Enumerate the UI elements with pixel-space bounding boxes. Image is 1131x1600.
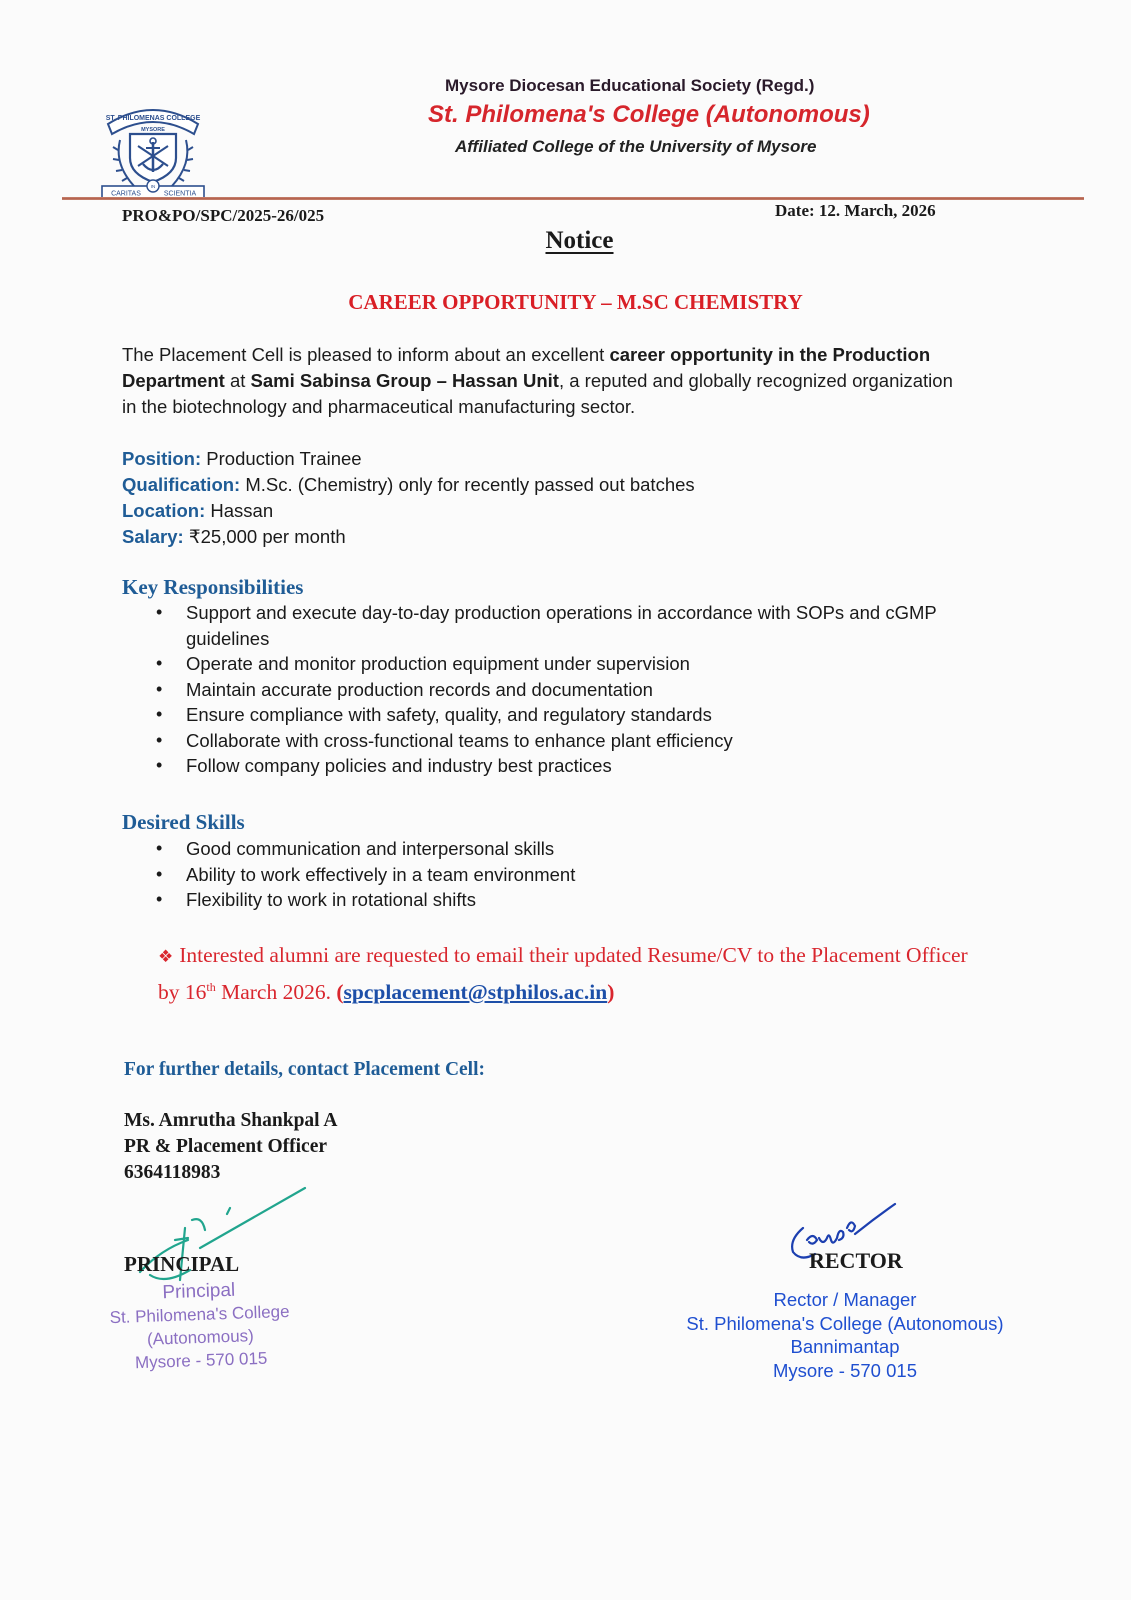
stamp-line: Mysore - 570 015 [134, 1348, 268, 1373]
field-label: Salary: [122, 526, 184, 547]
affiliation-line: Affiliated College of the University of Mysore [455, 137, 817, 156]
list-item: • Ensure compliance with safety, quality, and regulatory standards [186, 702, 1006, 728]
reference-number: PRO&PO/SPC/2025-26/025 [122, 206, 325, 225]
skills-list [150, 836, 1006, 913]
college-name: St. Philomena's College (Autonomous) [428, 101, 870, 128]
crest-motto-left: CARITAS [111, 190, 141, 198]
intro-paragraph [122, 342, 972, 420]
cta-text-2: March 2026. [215, 980, 337, 1005]
list-item: • Maintain accurate production records and documentation [186, 677, 1006, 703]
rector-title: RECTOR [809, 1248, 903, 1273]
intro-highlight-2: Sami Sabinsa Group – Hassan Unit [250, 370, 559, 391]
field-value: M.Sc. (Chemistry) only for recently passed out batches [240, 474, 695, 495]
college-crest-icon [100, 100, 206, 200]
contact-heading: For further details, contact Placement Cell: [124, 1059, 486, 1080]
intro-text-2: at [224, 370, 251, 391]
header-divider [62, 197, 1084, 200]
contact-phone: 6364118983 [124, 1162, 221, 1183]
cta-text: Interested alumni are requested to email their updated Resume/CV to the Placement Officer by 16 [158, 943, 968, 1005]
list-item: • Good communication and interpersonal skills [186, 836, 1006, 862]
list-item: • Operate and monitor production equipment under supervision [186, 651, 1006, 677]
field-salary [122, 524, 695, 550]
page-title: Notice [545, 227, 614, 254]
intro-highlight-1: career opportunity in the Production Department [122, 344, 931, 391]
crest-top-text: ST. PHILOMENAS COLLEGE [105, 115, 201, 122]
field-label: Qualification: [122, 474, 241, 495]
crest-motto-center: IN [150, 184, 156, 189]
principal-stamp [53, 1275, 346, 1377]
intro-text-3: , a reputed and globally recognized organization in the biotechnology and pharmaceutical manufacturing sector. [122, 370, 953, 417]
skills-heading: Desired Skills [122, 810, 245, 834]
field-value: Production Trainee [201, 448, 362, 469]
notice-date: Date: 12. March, 2026 [775, 201, 936, 220]
contact-role: PR & Placement Officer [124, 1136, 328, 1157]
paren-open: ( [336, 980, 344, 1005]
paren-close: ) [607, 980, 615, 1005]
list-item: • Ability to work effectively in a team environment [186, 862, 1006, 888]
list-item: • Flexibility to work in rotational shifts [186, 887, 1006, 913]
cta-superscript: th [206, 980, 216, 994]
field-position [122, 446, 695, 472]
responsibilities-heading: Key Responsibilities [122, 575, 304, 599]
rector-stamp [680, 1288, 1010, 1382]
stamp-line: Mysore - 570 015 [773, 1359, 917, 1381]
field-location [122, 498, 695, 524]
list-item: • Support and execute day-to-day production operations in accordance with SOPs and cGMP guidelines [186, 600, 1006, 651]
intro-text-1: The Placement Cell is pleased to inform about an excellent [122, 344, 610, 365]
diamond-bullet-icon: ❖ [158, 947, 174, 966]
society-name: Mysore Diocesan Educational Society (Regd.) [445, 76, 815, 95]
responsibilities-list [150, 600, 1006, 779]
stamp-line: St. Philomena's College (Autonomous) [686, 1312, 1004, 1334]
crest-sub-text: MYSORE [141, 127, 165, 133]
email-link[interactable]: spcplacement@stphilos.ac.in [343, 980, 608, 1005]
job-details [122, 446, 695, 550]
call-to-action [158, 940, 978, 1008]
stamp-line: St. Philomena's College (Autonomous) [109, 1301, 290, 1349]
crest-motto-right: SCIENTIA [163, 190, 197, 198]
field-qualification [122, 472, 695, 498]
principal-title: PRINCIPAL [124, 1252, 240, 1276]
list-item: • Follow company policies and industry best practices [186, 753, 1006, 779]
field-label: Location: [122, 500, 206, 521]
stamp-line: Principal [162, 1279, 236, 1304]
contact-block [124, 1108, 337, 1186]
opportunity-title: CAREER OPPORTUNITY – M.SC CHEMISTRY [348, 290, 803, 314]
field-value: ₹25,000 per month [183, 526, 346, 547]
list-item: • Collaborate with cross-functional teams to enhance plant efficiency [186, 728, 1006, 754]
stamp-line: Rector / Manager [773, 1289, 917, 1310]
field-value: Hassan [205, 500, 274, 521]
contact-name: Ms. Amrutha Shankpal A [124, 1110, 338, 1131]
stamp-line: Bannimantap [790, 1336, 900, 1357]
field-label: Position: [122, 448, 202, 469]
